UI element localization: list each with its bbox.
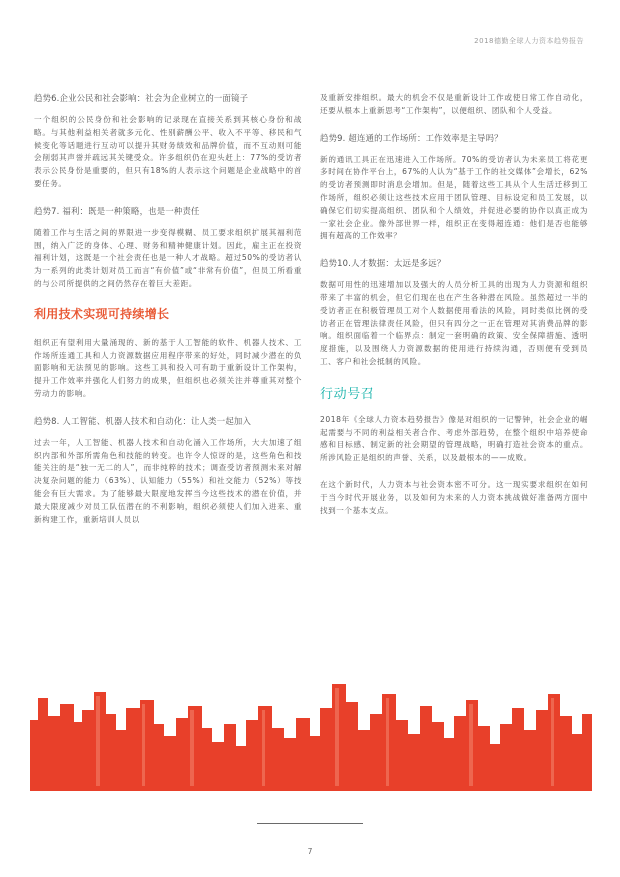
report-header: 2018德勤全球人力资本趋势报告 <box>474 37 584 45</box>
call-to-action-title: 行动号召 <box>320 386 375 402</box>
trend8-heading: 趋势8. 人工智能、机器人技术和自动化：让人类一起加入 <box>34 415 252 426</box>
skyline-silhouette <box>30 684 592 791</box>
trend7-paragraph: 随着工作与生活之间的界限进一步变得模糊、员工要求组织扩展其福利范围，纳入广泛的身体、心理、财务和精神健康计划。因此，雇主正在投资福利计划，这既是一个社会责任也是一种人才战略。超过50%的受访者认为一系列的此类计划对员工而言“有价值”或“非常有价值”，但员工所看重的与公司所提供的之间仍然存在着巨大差距。 <box>34 227 302 288</box>
trend6-paragraph: 一个组织的公民身份和社会影响的记录现在直接关系到其核心身份和战略。与其他利益相关者就多元化、性别薪酬公平、收入不平等、移民和气候变化等话题进行互动可以提升其财务绩效和品牌价值，而不互动则可能会削弱其声誉并疏远其关键受众。许多组织仍在迎头赶上：77%的受访者表示公民身份是重要的，但只有18%的人表示这个问题是企业战略中的首要任务。 <box>34 115 302 188</box>
trend6-heading: 趋势6.企业公民和社会影响：社会为企业树立的一面镜子 <box>34 93 249 103</box>
trend8-continued-paragraph: 及重新安排组织。最大的机会不仅是重新设计工作或使日常工作自动化，还要从根本上重新思考“工作架构”，以便组织、团队和个人受益。 <box>320 93 588 115</box>
footer-rule <box>257 823 363 824</box>
page-number: 7 <box>307 847 313 856</box>
trend7-heading: 趋势7. 福利：既是一种策略，也是一种责任 <box>34 205 200 216</box>
city-skyline-illustration <box>30 680 592 791</box>
section-title: 利用技术实现可持续增长 <box>34 306 170 321</box>
trend8-paragraph: 过去一年，人工智能、机器人技术和自动化涌入工作场所，大大加速了组织内部和外部所需角色和技能的转变。也许令人惊讶的是，这些角色和技能关注的是“独一无二的人”，而非纯粹的技术；调查受访者预测未来对解决复杂问题的能力（63%）、认知能力（55%）和社交能力（52%）等技能会有巨大需求。为了能够最大限度地发挥当今这些技术的潜在价值，并最大限度减少对员工队伍潜在的不利影响，组织必须使人们加入进来、重新构建工作，重新培训人员以 <box>34 437 302 524</box>
right-column <box>320 92 588 531</box>
trend9-paragraph: 新的通讯工具正在迅速进入工作场所。70%的受访者认为未来员工将花更多时间在协作平台上，67%的人认为“基于工作的社交媒体”会增长，62%的受访者预测即时消息会增加。但是，随着这些工具从个人生活迁移到工作场所，组织必须让这些技术应用于团队管理、目标设定和员工发展，以确保它们切实提高组织、团队和个人绩效，并促进必要的协作以真正成为一家社会企业。像外部世界一样，组织正在变得超连通：他们是否也能够拥有超高的工作效率？ <box>320 154 588 241</box>
call-to-action-paragraph-1: 2018年《全球人力资本趋势报告》像是对组织的一记警钟，社会企业的崛起需要与不同的利益相关者合作、考虑外部趋势，在整个组织中培养使命感和目标感、制定新的社会期望的管理战略，明确打造社会资本的重点。所涉风险正是组织的声誉、关系，以及最根本的——成败。 <box>320 414 588 463</box>
call-to-action-paragraph-2: 在这个新时代，人力资本与社会资本密不可分。这一现实要求组织在如何于当今时代开展业务，以及如何为未来的人力资本挑战做好准备两方面中找到一个基本支点。 <box>320 479 588 515</box>
left-column <box>34 92 302 540</box>
trend9-heading: 趋势9. 超连通的工作场所：工作效率是主导吗？ <box>320 132 503 143</box>
section-paragraph: 组织正有望利用大量涌现的、新的基于人工智能的软件、机器人技术、工作场所连通工具和人力资源数据应用程序带来的好处，同时减少潜在的负面影响和无法预见的影响。这些工具和投入可有助于重新设计工作架构，提升工作效率并强化人们努力的成果，但组织也必须关注并尊重其对整个劳动力的影响。 <box>34 337 302 398</box>
trend10-paragraph: 数据可用性的迅速增加以及强大的人员分析工具的出现为人力资源和组织带来了丰富的机会，但它们现在也在产生各种潜在风险。虽然超过一半的受访者正在积极管理员工对个人数据使用看法的风险，同时类似比例的受访者正在管理法律责任风险，但只有四分之一正在管理对其消费品牌的影响。组织面临着一个临界点：制定一套明确的政策、安全保障措施、透明度措施，以及围绕人力资源数据的使用进行持续沟通，否则便有受到员工、客户和社会抵制的风险。 <box>320 280 588 366</box>
trend10-heading: 趋势10.人才数据：太远是多远？ <box>320 258 446 269</box>
